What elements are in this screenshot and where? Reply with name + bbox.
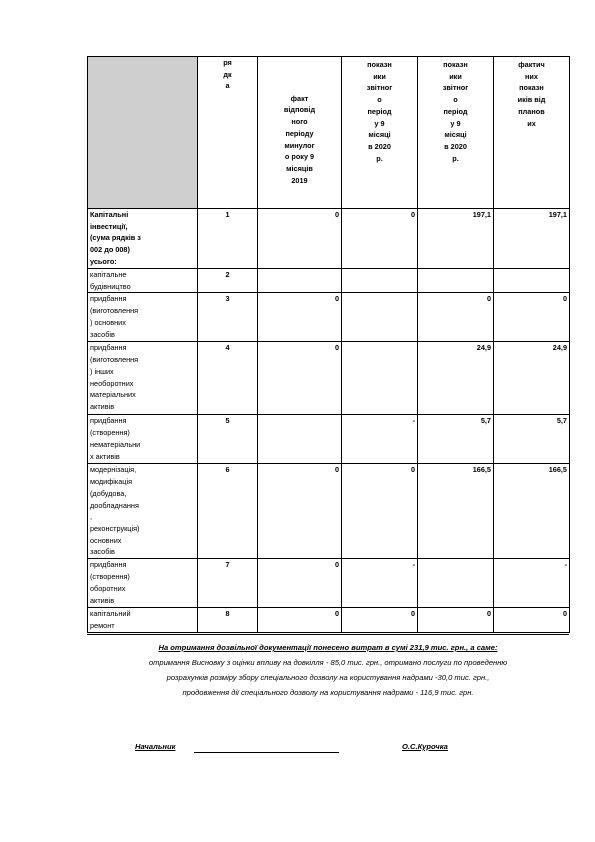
- plan-value: [342, 269, 418, 293]
- fact-value: 24,9: [418, 342, 494, 415]
- row-label: капітальне будівництво: [88, 269, 198, 293]
- fact-value: 0: [418, 293, 494, 342]
- plan-value: [342, 342, 418, 415]
- prev-year-value: 0: [258, 209, 342, 269]
- prev-year-value: 0: [258, 464, 342, 559]
- header-cell-fact: показн ики звітног о період у 9 місяці в 2020 р.: [418, 57, 494, 209]
- deviation-value: 197,1: [494, 209, 570, 269]
- fact-value: 166,5: [418, 464, 494, 559]
- table-row: [88, 269, 570, 293]
- header-cell-name: [88, 57, 198, 209]
- row-label: модернізація, модифікація (добудова, дообладнання , реконструкція) основних засобів: [88, 464, 198, 559]
- plan-value: 0: [342, 608, 418, 632]
- row-label: придбання (виготовлення ) інших необоротних матеріальних активів: [88, 342, 198, 415]
- plan-value: [342, 293, 418, 342]
- fact-value: [418, 269, 494, 293]
- row-code: 7: [198, 559, 258, 608]
- deviation-value: 5,7: [494, 415, 570, 464]
- prev-year-value: [258, 269, 342, 293]
- row-code: 5: [198, 415, 258, 464]
- note-line: продовження дії спеціального дозволу на користування надрами - 116,9 тис. грн.: [182, 688, 474, 697]
- row-label: придбання (створення) нематеріальни х активів: [88, 415, 198, 464]
- row-code: 2: [198, 269, 258, 293]
- fact-value: 197,1: [418, 209, 494, 269]
- row-label: придбання (виготовлення ) основних засобів: [88, 293, 198, 342]
- note-line: розрахунків розміру збору спеціального дозволу на користування надрами -30,0 тис. грн.,: [166, 673, 490, 682]
- row-code: 1: [198, 209, 258, 269]
- row-label: капітальний ремонт: [88, 608, 198, 632]
- signature-title: Начальник: [135, 742, 176, 751]
- row-code: 6: [198, 464, 258, 559]
- note-line: отримання Висновку з оцінки впливу на довкілля - 85,0 тис. грн., отримано послуги по проведенню: [148, 658, 508, 667]
- plan-value: 0: [342, 464, 418, 559]
- deviation-value: 0: [494, 293, 570, 342]
- deviation-value: 166,5: [494, 464, 570, 559]
- prev-year-value: 0: [258, 293, 342, 342]
- signature-name: О.С.Курочка: [402, 742, 448, 751]
- plan-value: 0: [342, 209, 418, 269]
- table-row: [88, 464, 570, 559]
- plan-value: -: [342, 559, 418, 608]
- plan-value: -: [342, 415, 418, 464]
- row-code: 4: [198, 342, 258, 415]
- header-cell-plan: показн ики звітног о період у 9 місяці в 2020 р.: [342, 57, 418, 209]
- table-row: [88, 293, 570, 342]
- table-row: [88, 559, 570, 608]
- header-cell-deviation: фактич них показн иків від планов их: [494, 57, 570, 209]
- prev-year-value: 0: [258, 608, 342, 632]
- table-row: [88, 209, 570, 269]
- signature-line: [194, 752, 339, 753]
- row-code: 3: [198, 293, 258, 342]
- fact-value: [418, 559, 494, 608]
- separator-line: [87, 634, 569, 635]
- row-label: придбання (створення) оборотних активів: [88, 559, 198, 608]
- fact-value: 5,7: [418, 415, 494, 464]
- deviation-value: 0: [494, 608, 570, 632]
- table-row: [88, 342, 570, 415]
- note-lead: На отримання дозвільної документації понесено витрат в сумі 231,9 тис. грн., а саме:: [158, 643, 498, 652]
- row-label: Капітальні інвестиції, (сума рядків з 002 до 008) усього:: [88, 209, 198, 269]
- table-header-row: [88, 57, 570, 209]
- prev-year-value: 0: [258, 559, 342, 608]
- deviation-value: -: [494, 559, 570, 608]
- table-row: [88, 415, 570, 464]
- expense-note: [87, 640, 569, 700]
- header-cell-row-code: ря дк а: [198, 57, 258, 209]
- deviation-value: [494, 269, 570, 293]
- prev-year-value: 0: [258, 342, 342, 415]
- header-cell-prev-year: факт відповід ного періоду минулог о року 9 місяців 2019: [258, 57, 342, 209]
- fact-value: 0: [418, 608, 494, 632]
- prev-year-value: [258, 415, 342, 464]
- capital-investments-table: [87, 56, 570, 633]
- table-row: [88, 608, 570, 632]
- deviation-value: 24,9: [494, 342, 570, 415]
- row-code: 8: [198, 608, 258, 632]
